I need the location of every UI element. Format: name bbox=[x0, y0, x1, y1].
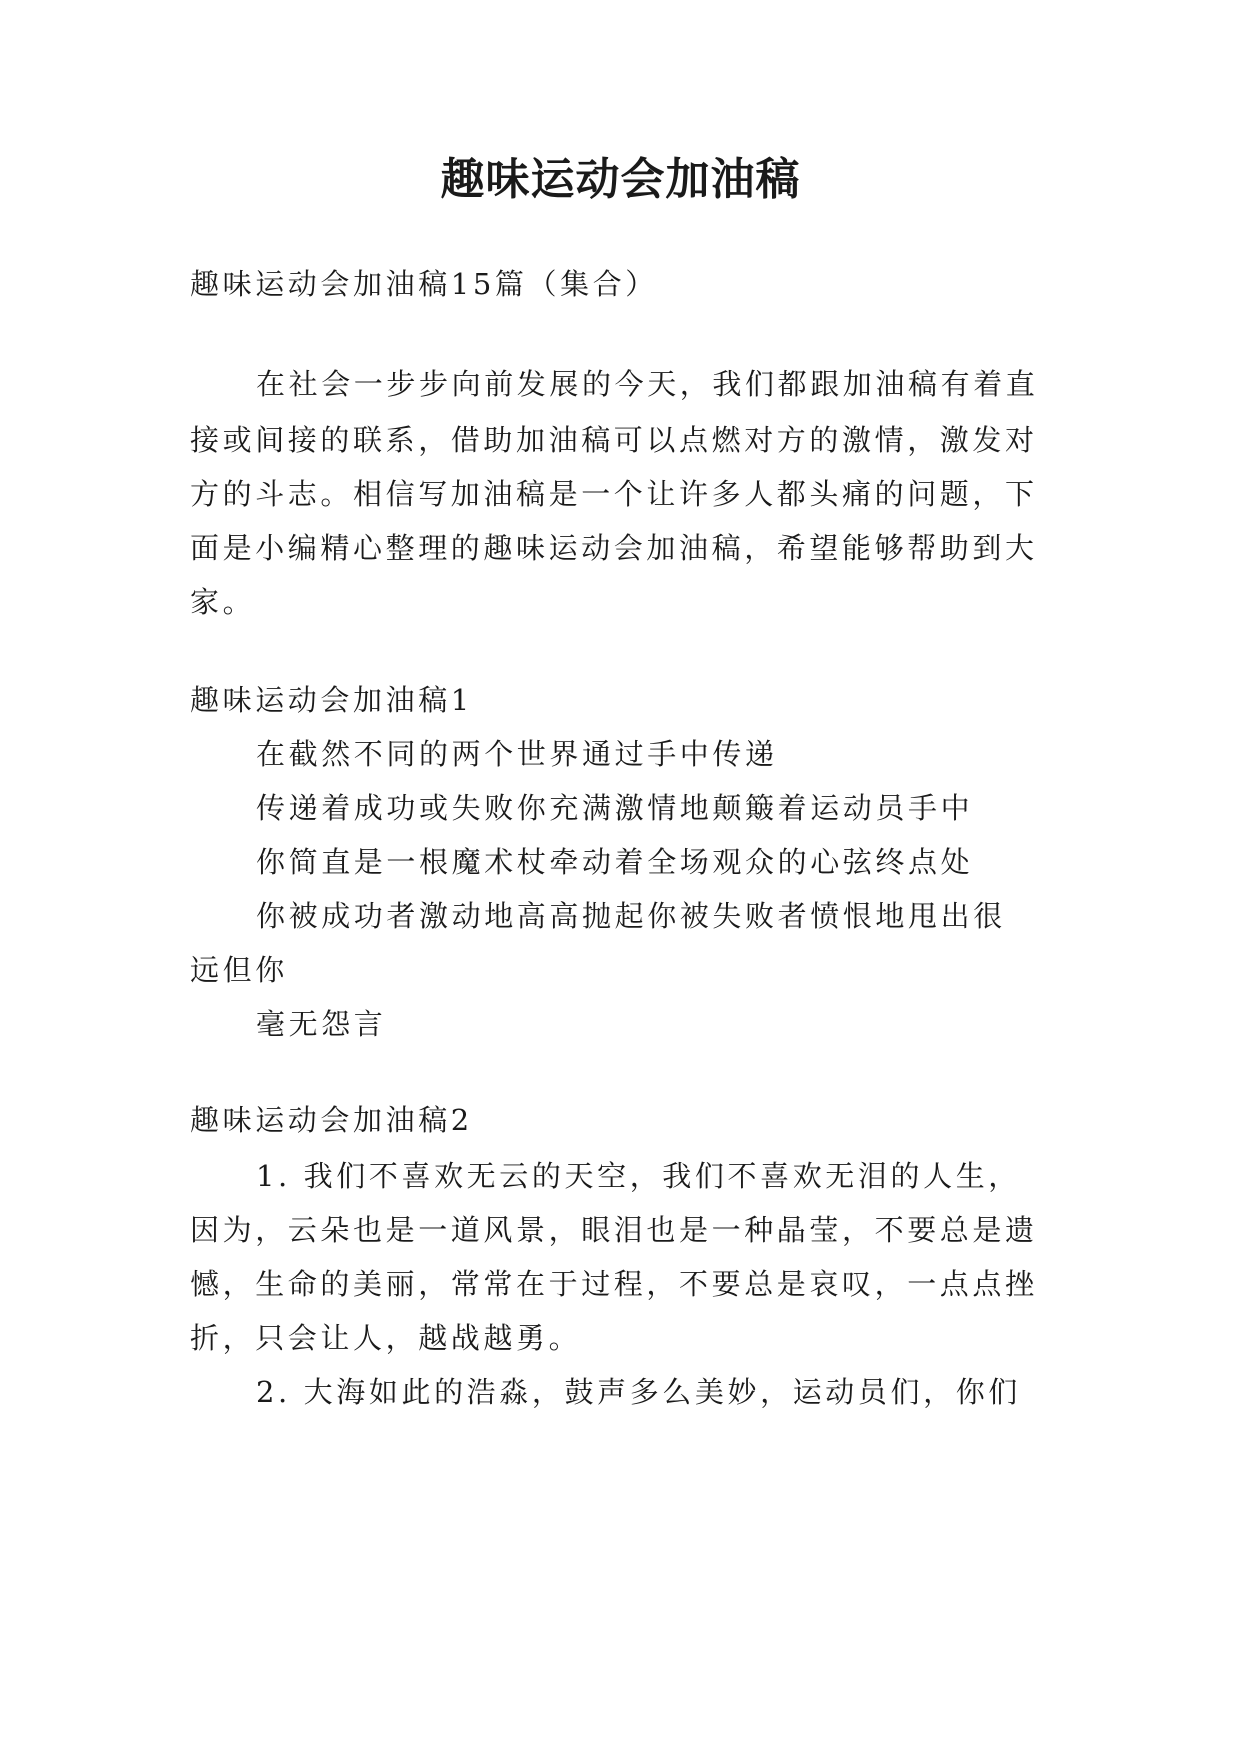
document-title: 趣味运动会加油稿 bbox=[440, 154, 801, 205]
poem-line: 在截然不同的两个世界通过手中传递 bbox=[256, 737, 778, 771]
intro-line: 家。 bbox=[190, 585, 256, 619]
paragraph-line: 2. 大海如此的浩淼，鼓声多么美妙，运动员们，你们 bbox=[256, 1375, 1021, 1409]
paragraph-line: 因为，云朵也是一道风景，眼泪也是一种晶莹，不要总是遗 bbox=[190, 1213, 1038, 1247]
intro-line: 面是小编精心整理的趣味运动会加油稿，希望能够帮助到大 bbox=[190, 531, 1038, 565]
section-heading: 趣味运动会加油稿1 bbox=[190, 683, 473, 717]
intro-line: 接或间接的联系，借助加油稿可以点燃对方的激情，激发对 bbox=[190, 423, 1038, 457]
poem-line: 你简直是一根魔术杖牵动着全场观众的心弦终点处 bbox=[256, 845, 974, 879]
paragraph-line: 憾，生命的美丽，常常在于过程，不要总是哀叹，一点点挫 bbox=[190, 1267, 1038, 1301]
poem-line: 传递着成功或失败你充满激情地颠簸着运动员手中 bbox=[256, 791, 974, 825]
document-subtitle: 趣味运动会加油稿15篇（集合） bbox=[190, 267, 658, 301]
poem-line: 远但你 bbox=[190, 953, 288, 987]
poem-line: 你被成功者激动地高高抛起你被失败者愤恨地甩出很 bbox=[256, 899, 1006, 933]
section-heading: 趣味运动会加油稿2 bbox=[190, 1103, 473, 1137]
paragraph-line: 折，只会让人，越战越勇。 bbox=[190, 1321, 582, 1355]
intro-line: 在社会一步步向前发展的今天，我们都跟加油稿有着直 bbox=[256, 367, 1039, 401]
poem-line: 毫无怨言 bbox=[256, 1007, 387, 1041]
paragraph-line: 1. 我们不喜欢无云的天空，我们不喜欢无泪的人生， bbox=[256, 1159, 1021, 1193]
intro-line: 方的斗志。相信写加油稿是一个让许多人都头痛的问题，下 bbox=[190, 477, 1038, 511]
